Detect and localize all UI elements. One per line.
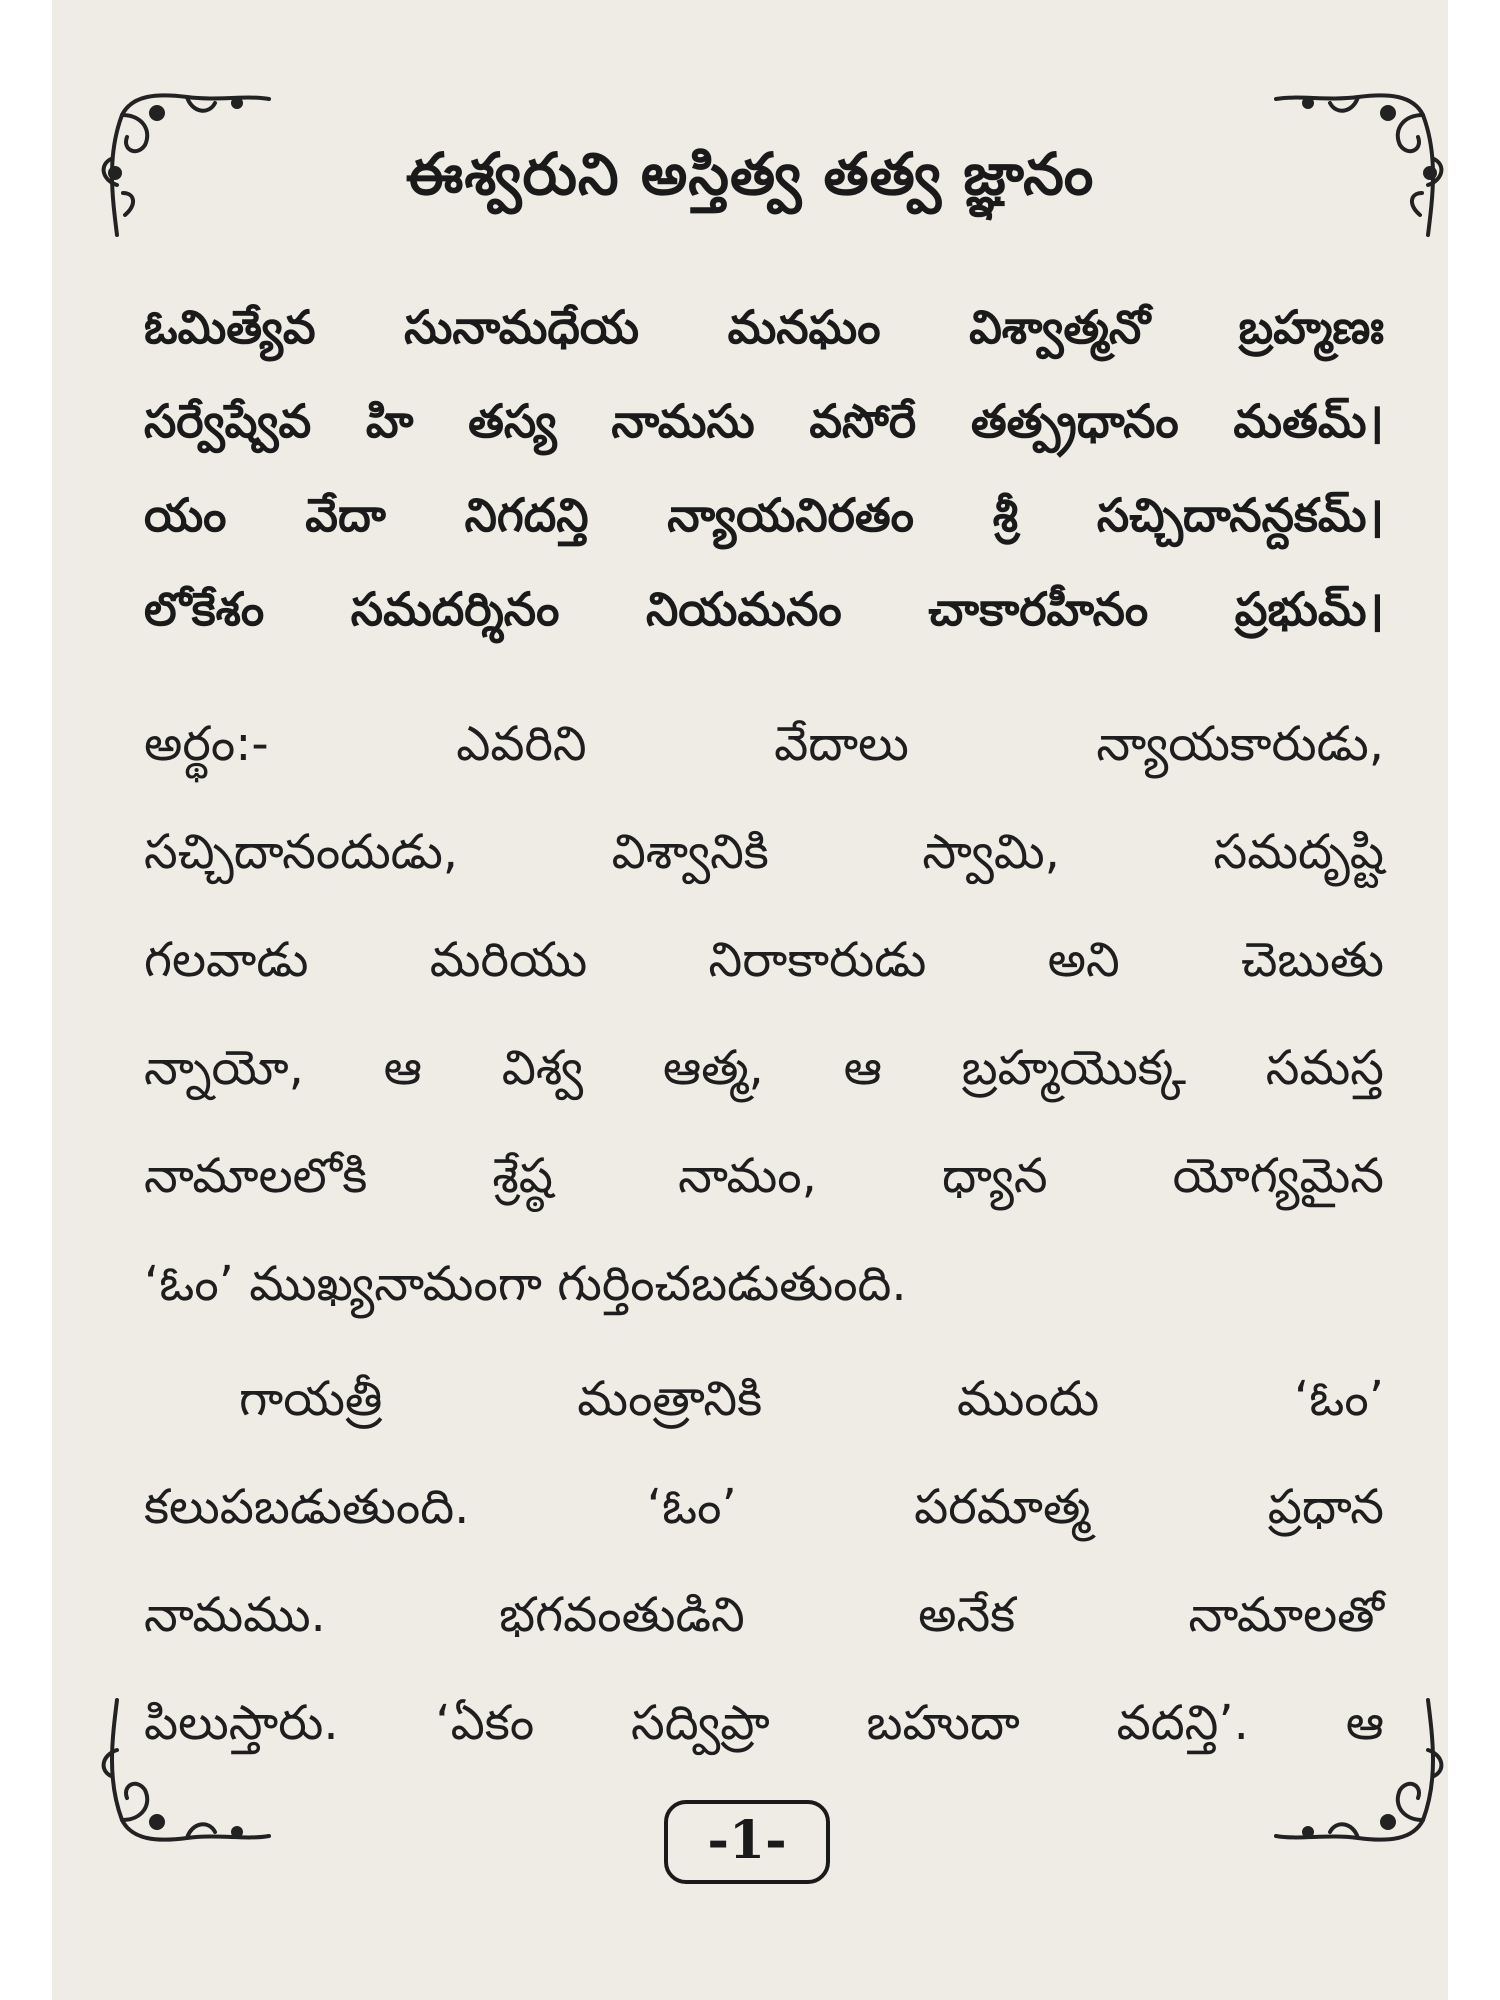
meaning-line: ‘ఓం’ ముఖ్యనామంగా గుర్తించబడుతుంది.: [144, 1256, 907, 1312]
meaning-line: అర్థం:- ఎవరిని వేదాలు న్యాయకారుడు,: [144, 716, 1384, 772]
meaning-paragraph: [144, 690, 1384, 1338]
meaning-line: నామాలలోకి శ్రేష్ఠ నామం, ధ్యాన యోగ్యమైన: [144, 1148, 1384, 1204]
verse-line: ఓమిత్యేవ సునామధేయ మనఘం విశ్వాత్మనో బ్రహ్మణః: [144, 300, 1384, 354]
page-number: -1-: [664, 1800, 830, 1884]
meaning-line: న్నాయో, ఆ విశ్వ ఆత్మ, ఆ బ్రహ్మయొక్క సమస్త: [144, 1040, 1384, 1096]
page-title: ఈశ్వరుని అస్తిత్వ తత్వ జ్ఞానం: [405, 140, 1095, 208]
paragraph-line: నామము. భగవంతుడిని అనేక నామాలతో: [144, 1587, 1384, 1643]
sanskrit-verse: [144, 280, 1384, 656]
paragraph-line: పిలుస్తారు. ‘ఏకం సద్విప్రా బహుదా వదన్తి’. ఆ: [144, 1695, 1384, 1751]
verse-line: లోకేశం సమదర్శినం నియమనం చాకారహీనం ప్రభుమ్।: [144, 582, 1384, 636]
paragraph-line: గాయత్రీ మంత్రానికి ముందు ‘ఓం’: [239, 1371, 1384, 1427]
paragraph-line: కలుపబడుతుంది. ‘ఓం’ పరమాత్మ ప్రధాన: [144, 1479, 1384, 1535]
meaning-line: గలవాడు మరియు నిరాకారుడు అని చెబుతు: [144, 932, 1384, 988]
verse-line: సర్వేష్వేవ హి తస్య నామసు వసోరే తత్ప్రధానం మతమ్।: [144, 394, 1384, 448]
book-page: [52, 0, 1448, 2000]
meaning-line: సచ్చిదానందుడు, విశ్వానికి స్వామి, సమదృష్టి: [144, 824, 1384, 880]
verse-line: యం వేదా నిగదన్తి న్యాయనిరతం శ్రీ సచ్చిదానన్దకమ్।: [144, 488, 1384, 542]
body-paragraph: [144, 1345, 1384, 1777]
